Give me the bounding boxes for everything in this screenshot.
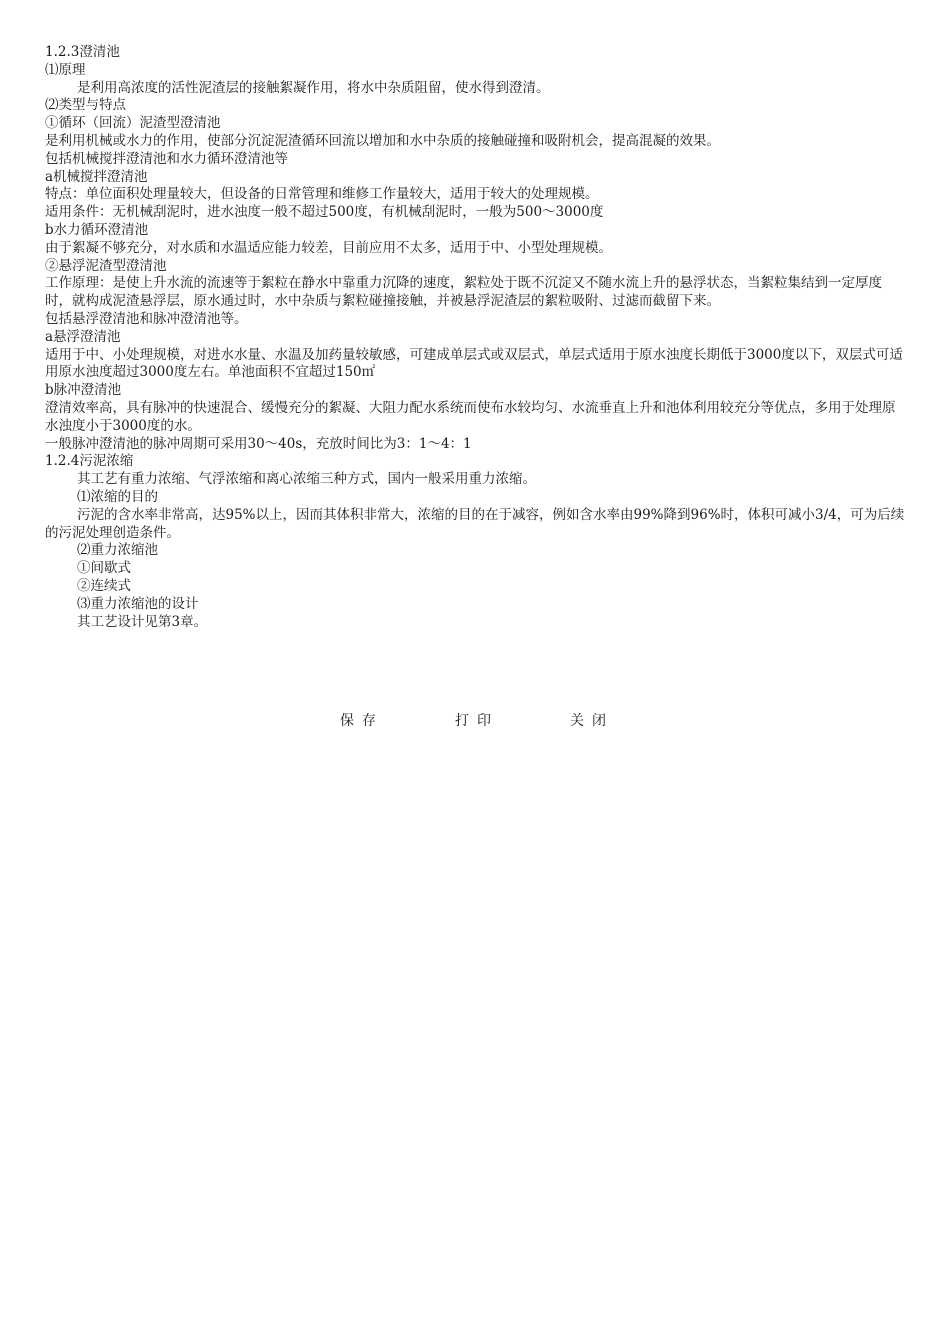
text-line: 是利用机械或水力的作用，使部分沉淀泥渣循环回流以增加和水中杂质的接触碰撞和吸附机会，提高混凝的效果。 (45, 132, 720, 149)
text-line: 其工艺有重力浓缩、气浮浓缩和离心浓缩三种方式，国内一般采用重力浓缩。 (77, 471, 536, 488)
text-line: 一般脉冲澄清池的脉冲周期可采用30～40s，充放时间比为3：1～4：1 (45, 435, 472, 452)
text-line: a机械搅拌澄清池 (45, 168, 148, 185)
text-line: ⑵重力浓缩池 (77, 542, 158, 559)
text-line: ⑶重力浓缩池的设计 (77, 595, 199, 612)
text-line: 包括悬浮澄清池和脉冲澄清池等。 (45, 310, 248, 327)
text-line: 1.2.4污泥浓缩 (45, 453, 134, 470)
text-line: 是利用高浓度的活性泥渣层的接触絮凝作用，将水中杂质阻留，使水得到澄清。 (77, 79, 550, 96)
text-line: a悬浮澄清池 (45, 328, 121, 345)
text-line: ②悬浮泥渣型澄清池 (45, 257, 167, 274)
text-line: 其工艺设计见第3章。 (77, 613, 208, 630)
close-button[interactable]: 关闭 (570, 713, 614, 729)
print-button[interactable]: 打印 (455, 713, 499, 729)
text-line: 工作原理：是使上升水流的流速等于絮粒在静水中靠重力沉降的速度，絮粒处于既不沉淀又不随水流上升的悬浮状态，当絮粒集结到一定厚度时，就构成泥渣悬浮层，原水通过时，水中杂质与絮粒碰撞接触，并被悬浮泥渣层的絮粒吸附、过滤而截留下来。 (45, 275, 882, 310)
text-line: 适用条件：无机械刮泥时，进水浊度一般不超过500度，有机械刮泥时，一般为500～3000度 (45, 204, 604, 221)
text-line: b脉冲澄清池 (45, 382, 122, 399)
text-line: 特点：单位面积处理量较大，但设备的日常管理和维修工作量较大，适用于较大的处理规模。 (45, 186, 599, 203)
text-line: b水力循环澄清池 (45, 221, 149, 238)
text-line: ①循环（回流）泥渣型澄清池 (45, 115, 221, 132)
text-line: ⑵类型与特点 (45, 97, 126, 114)
save-button[interactable]: 保存 (340, 713, 384, 729)
text-line: ⑴原理 (45, 61, 86, 78)
text-line: 澄清效率高，具有脉冲的快速混合、缓慢充分的絮凝、大阻力配水系统而使布水较均匀、水流垂直上升和池体利用较充分等优点，多用于处理原水浊度小于3000度的水。 (45, 399, 896, 434)
text-line: 1.2.3澄清池 (45, 44, 120, 60)
document-body (45, 44, 905, 631)
text-line: ①间歇式 (77, 560, 131, 577)
text-line: ②连续式 (77, 577, 131, 594)
text-line: 污泥的含水率非常高，达95%以上，因而其体积非常大，浓缩的目的在于减容，例如含水率由99%降到96%时，体积可减小3/4，可为后续的污泥处理创造条件。 (45, 506, 905, 541)
text-line: 适用于中、小处理规模，对进水水量、水温及加药量较敏感，可建成单层式或双层式，单层式适用于原水浊度长期低于3000度以下，双层式可适用原水浊度超过3000度左右。单池面积不宜超过150㎡ (45, 346, 903, 381)
text-line: 包括机械搅拌澄清池和水力循环澄清池等 (45, 150, 288, 167)
action-bar (0, 710, 950, 734)
text-line: ⑴浓缩的目的 (77, 488, 158, 505)
text-line: 由于絮凝不够充分，对水质和水温适应能力较差，目前应用不太多，适用于中、小型处理规模。 (45, 239, 612, 256)
